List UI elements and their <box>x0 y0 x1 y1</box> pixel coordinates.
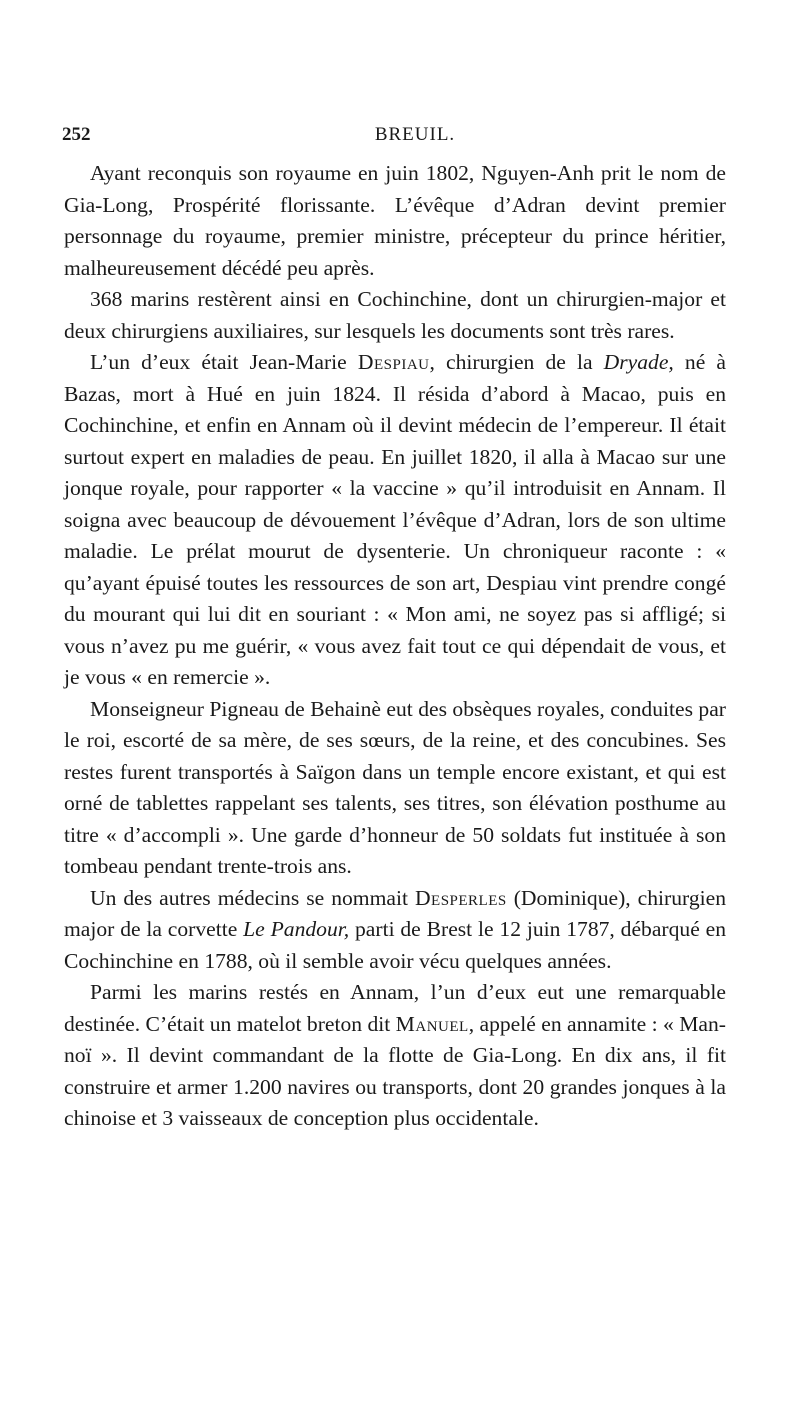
page-number: 252 <box>62 124 91 145</box>
paragraph <box>64 977 726 1135</box>
text-span: Parmi les marins restés en Annam, l’un d’eux eut une remarquable destinée. C’était un matelot breton dit <box>64 980 726 1036</box>
paragraph <box>64 347 726 694</box>
text-span: Ayant reconquis son royaume en juin 1802, Nguyen-Anh prit le nom de Gia-Long, Prospérité florissante. L’évêque d’Adran devint premier personnage du royaume, premier ministre, précepteur du prince héritier, malheureusement décédé peu après. <box>64 161 726 280</box>
text-span: , appelé en annamite : « Man-noï ». Il devint commandant de la flotte de Gia-Long. En dix ans, il fit construire et armer 1.200 navires ou transports, dont 20 grandes jonques à la chinoise et 3 vaisseaux de conception plus occidentale. <box>64 1011 726 1130</box>
text-span: , chirurgien de la <box>429 350 604 374</box>
text-span: 368 marins restèrent ainsi en Cochinchine, dont un chirurgien-major et deux chirurgiens auxiliaires, sur lesquels les documents sont très rares. <box>64 287 726 343</box>
paragraph <box>64 284 726 347</box>
text-span: L’un d’eux était Jean-Marie <box>90 350 358 374</box>
running-title: BREUIL. <box>374 124 456 145</box>
text-span: Monseigneur Pigneau de Behainè eut des obsèques royales, conduites par le roi, escorté de sa mère, de ses sœurs, de la reine, et des concubines. Ses restes furent transportés à Saïgon dans un temple encore existant, et qui est orné de tablettes rappelant ses talents, ses titres, son élévation posthume au titre « d’accompli ». Une garde d’honneur de 50 soldats fut instituée à son tombeau pendant trente-trois ans. <box>64 696 726 878</box>
running-head <box>62 124 728 150</box>
text-span: (Dominique), chirurgien major de la corvette <box>64 885 726 941</box>
text-span: Un des autres médecins se nommait <box>90 885 415 910</box>
person-name: Despiau <box>357 350 430 374</box>
ship-name: Le Pandour, <box>243 917 350 941</box>
body-text <box>64 158 726 1135</box>
text-span: parti de Brest le 12 juin 1787, débarqué en Cochinchine en 1788, où il semble avoir vécu quelques années. <box>64 917 726 973</box>
ship-name: Dryade, <box>603 350 674 374</box>
person-name: Manuel <box>395 1011 469 1036</box>
person-name: Desperles <box>414 885 507 910</box>
text-span: né à Bazas, mort à Hué en juin 1824. Il résida d’abord à Macao, puis en Cochinchine, et enfin en Annam où il devint médecin de l’empereur. Il était surtout expert en maladies de peau. En juillet 1820, il alla à Macao sur une jonque royale, pour rapporter « la vaccine » qu’il introduisit en Annam. Il soigna avec beaucoup de dévouement l’évêque d’Adran, lors de son ultime maladie. Le prélat mourut de dysenterie. Un chroniqueur raconte : « qu’ayant épuisé toutes les ressources de son art, Despiau vint prendre congé du mourant qui lui dit en souriant : « Mon ami, ne soyez pas si affligé; si vous n’avez pu me guérir, « vous avez fait tout ce qui dépendait de vous, et je vous « en remercie ». <box>64 350 727 689</box>
paragraph <box>64 883 726 978</box>
paragraph <box>64 158 726 284</box>
paragraph <box>64 694 726 883</box>
